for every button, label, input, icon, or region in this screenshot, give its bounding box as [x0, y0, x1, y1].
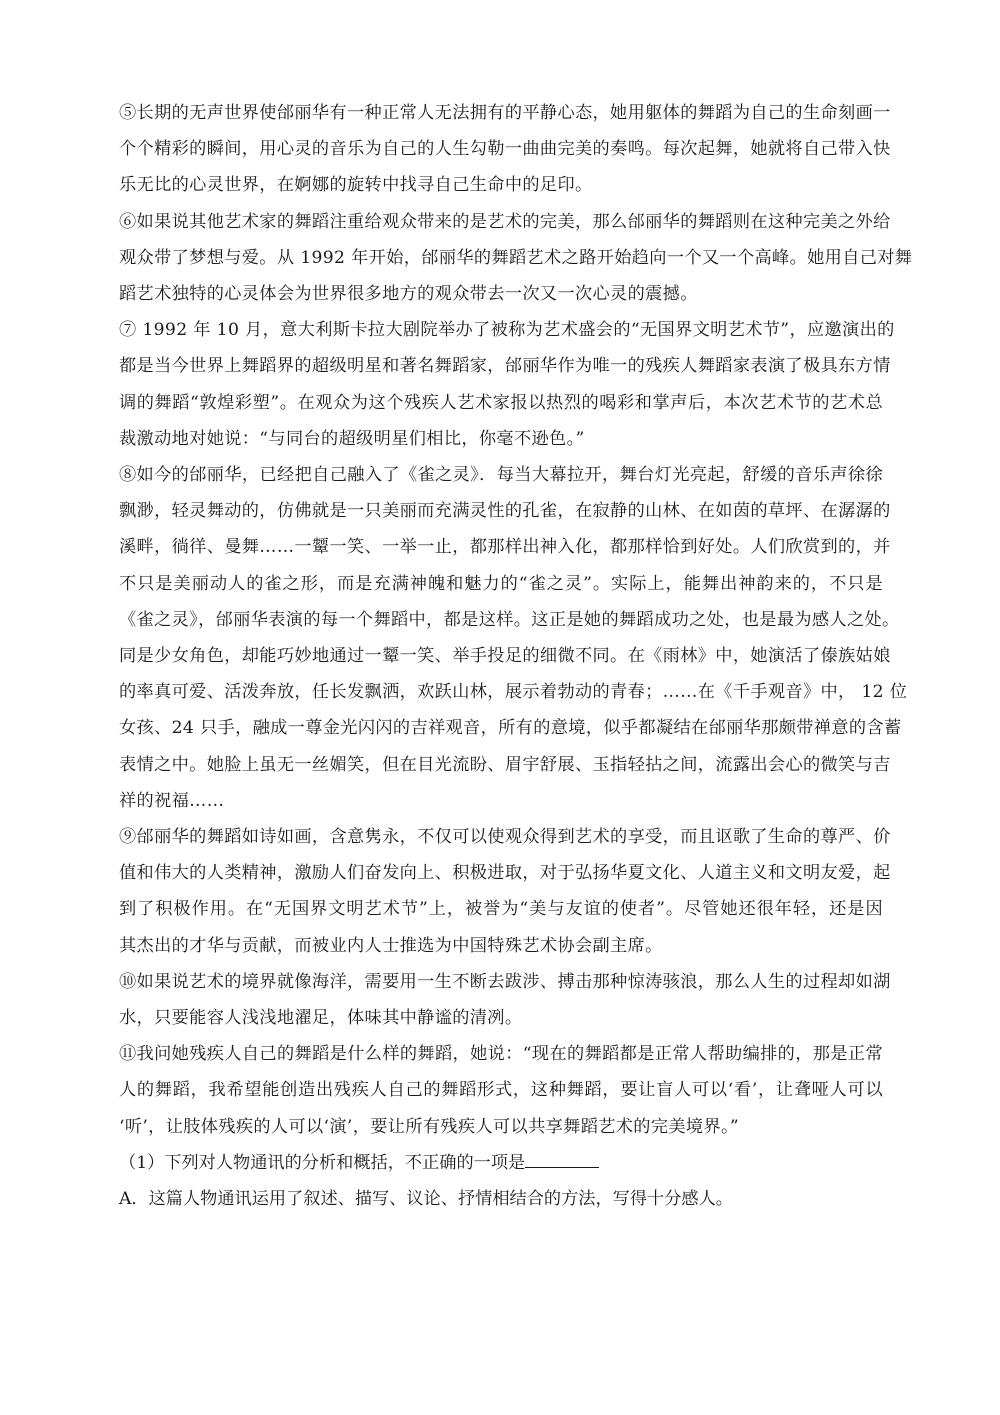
text-line: 《雀之灵》，邰丽华表演的每一个舞蹈中，都是这样。这正是她的舞蹈成功之处，也是最为感人之处。 [119, 609, 900, 630]
question-1 [119, 1145, 883, 1181]
option-a-text: A．这篇人物通讯运用了叙述、描写、议论、抒情相结合的方法，写得十分感人。 [119, 1189, 733, 1210]
document-page [119, 95, 913, 1217]
text-line: 祥的祝福…… [119, 790, 225, 811]
answer-blank [525, 1153, 599, 1168]
text-line: ⑪我问她残疾人自己的舞蹈是什么样的舞蹈，她说：“现在的舞蹈都是正常人帮助编排的，那是正常 [119, 1044, 883, 1065]
paragraph-11 [119, 1036, 883, 1145]
text-line: 蹈艺术独特的心灵体会为世界很多地方的观众带去一次又一次心灵的震撼。 [119, 284, 698, 305]
text-line: 值和伟大的人类精神，激励人们奋发向上、积极进取，对于弘扬华夏文化、人道主义和文明友爱，起 [119, 863, 891, 884]
paragraph-6 [119, 204, 913, 313]
text-line: 乐无比的心灵世界，在婀娜的旋转中找寻自己生命中的足印。 [119, 175, 593, 196]
text-line: 溪畔，徜徉、曼舞……一颦一笑、一举一止，都那样出神入化，都那样恰到好处。人们欣赏到的，并 [119, 537, 891, 558]
text-line: 表情之中。她脸上虽无一丝媚笑，但在目光流盼、眉宇舒展、玉指轻拈之间，流露出会心的微笑与吉 [119, 754, 891, 775]
paragraph-9 [119, 819, 891, 964]
option-a [119, 1181, 883, 1217]
paragraph-10 [119, 964, 891, 1036]
paragraph-5 [119, 95, 891, 204]
text-line: 都是当今世界上舞蹈界的超级明星和著名舞蹈家，邰丽华作为唯一的残疾人舞蹈家表演了极具东方情 [119, 356, 891, 377]
text-line: 水，只要能容人浅浅地濯足，体味其中静谧的清冽。 [119, 1008, 523, 1029]
text-line: 观众带了梦想与爱。从 1992 年开始，邰丽华的舞蹈艺术之路开始趋向一个又一个高峰。她用自己对舞 [119, 247, 913, 268]
question-prompt: （1）下列对人物通讯的分析和概括，不正确的一项是 [119, 1152, 526, 1173]
text-line: 不只是美丽动人的雀之形，而是充满神魄和魅力的“雀之灵”。实际上，能舞出神韵来的，不只是 [119, 573, 883, 594]
text-line: ⑥如果说其他艺术家的舞蹈注重给观众带来的是艺术的完美，那么邰丽华的舞蹈则在这种完美之外给 [119, 211, 891, 232]
text-line: 到了积极作用。在“无国界文明艺术节”上，被誉为“美与友谊的使者”。尽管她还很年轻，还是因 [119, 899, 883, 920]
paragraph-8 [119, 457, 908, 819]
text-line: 个个精彩的瞬间，用心灵的音乐为自己的人生勾勒一曲曲完美的奏鸣。每次起舞，她就将自己带入快 [119, 139, 891, 160]
text-line: 其杰出的才华与贡献，而被业内人士推选为中国特殊艺术协会副主席。 [119, 935, 663, 956]
text-line: ⑨邰丽华的舞蹈如诗如画，含意隽永，不仅可以使观众得到艺术的享受，而且讴歌了生命的尊严、价 [119, 827, 891, 848]
text-line: 飘渺，轻灵舞动的，仿佛就是一只美丽而充满灵性的孔雀，在寂静的山林、在如茵的草坪、在潺潺的 [119, 501, 891, 522]
text-line: ⑤长期的无声世界使邰丽华有一种正常人无法拥有的平静心态，她用躯体的舞蹈为自己的生命刻画一 [119, 103, 891, 123]
text-line: 调的舞蹈“敦煌彩塑”。在观众为这个残疾人艺术家报以热烈的喝彩和掌声后，本次艺术节的艺术总 [119, 392, 883, 413]
text-line: ⑩如果说艺术的境界就像海洋，需要用一生不断去跋涉、搏击那种惊涛骇浪，那么人生的过程却如湖 [119, 971, 891, 992]
text-line: ⑧如今的邰丽华，已经把自己融入了《雀之灵》．每当大幕拉开，舞台灯光亮起，舒缓的音乐声徐徐 [119, 465, 883, 486]
text-line: 裁激动地对她说：“与同台的超级明星们相比，你毫不逊色。” [119, 428, 585, 449]
paragraph-7 [119, 312, 895, 457]
text-line: 女孩、24 只手，融成一尊金光闪闪的吉祥观音，所有的意境，似乎都凝结在邰丽华那颇带禅意的含蓄 [119, 718, 902, 739]
text-line: 的率真可爱、活泼奔放，任长发飘洒，欢跃山林，展示着勃动的青春；……在《千手观音》中， 12 位 [119, 682, 908, 703]
text-line: ⑦ 1992 年 10 月，意大利斯卡拉大剧院举办了被称为艺术盛会的“无国界文明艺术节”，应邀演出的 [119, 320, 895, 341]
text-line: ‘听’，让肢体残疾的人可以‘演’，要让所有残疾人可以共享舞蹈艺术的完美境界。” [119, 1116, 740, 1137]
text-line: 同是少女角色，却能巧妙地通过一颦一笑、举手投足的细微不同。在《雨林》中，她演活了傣族姑娘 [119, 646, 891, 667]
text-line: 人的舞蹈，我希望能创造出残疾人自己的舞蹈形式，这种舞蹈，要让盲人可以‘看’，让聋哑人可以 [119, 1080, 883, 1101]
